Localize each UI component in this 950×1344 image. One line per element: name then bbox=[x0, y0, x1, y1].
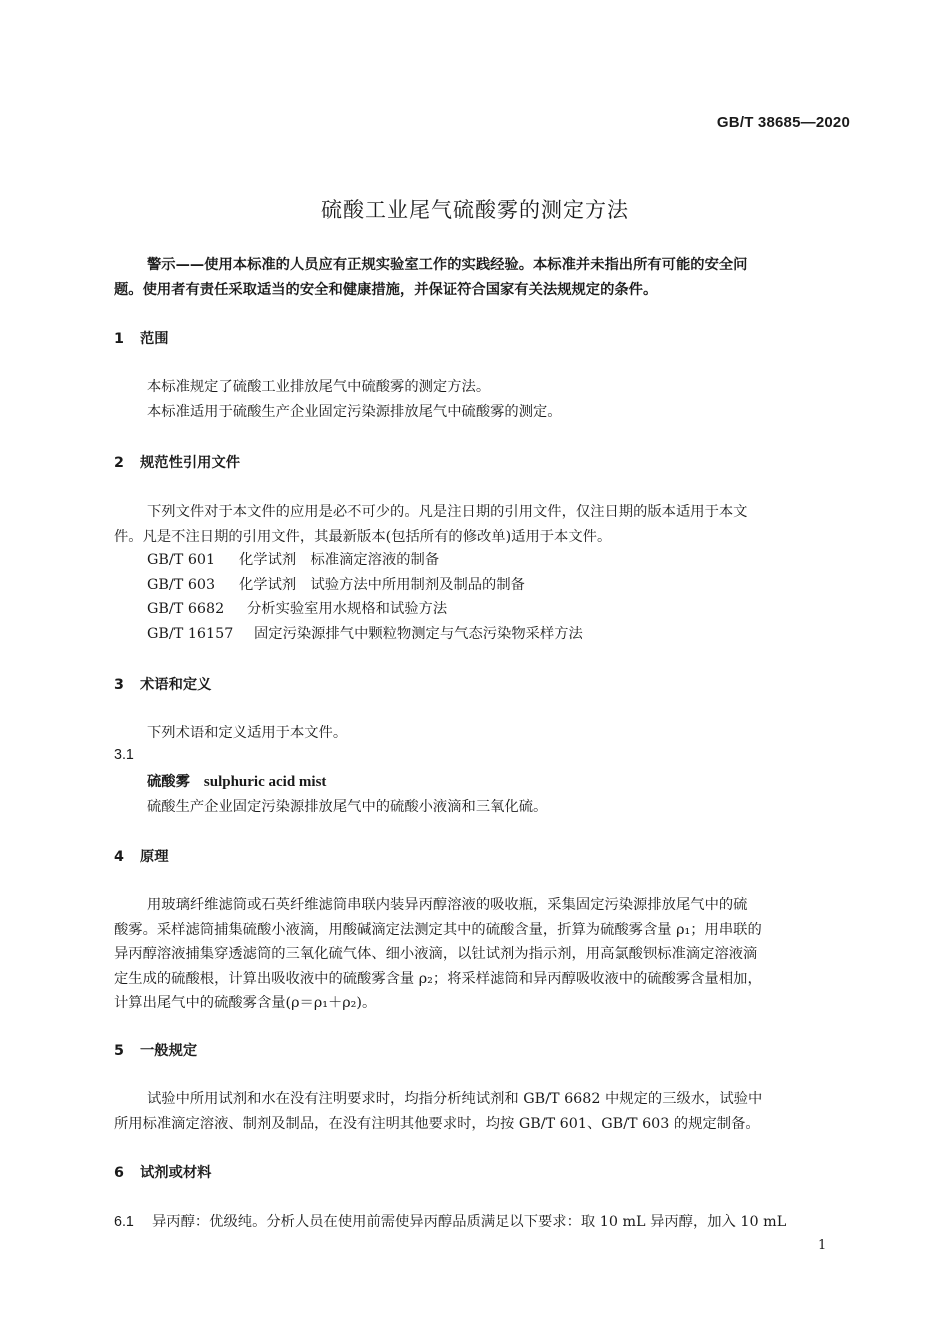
section-heading-terms bbox=[114, 674, 211, 694]
section-number: 6 bbox=[114, 1165, 124, 1181]
reference-title: 分析实验室用水规格和试验方法 bbox=[247, 601, 448, 617]
reference-item bbox=[147, 623, 583, 643]
page-number: 1 bbox=[818, 1238, 827, 1253]
section-title: 范围 bbox=[140, 331, 169, 347]
reference-item bbox=[147, 574, 525, 594]
section-number: 5 bbox=[114, 1043, 124, 1059]
term-english: sulphuric acid mist bbox=[203, 774, 327, 790]
principle-line: 酸雾。采样滤筒捕集硫酸小液滴，用酸碱滴定法测定其中的硫酸含量，折算为硫酸雾含量 ρ₁；用串联的 bbox=[114, 921, 762, 938]
section-heading-general bbox=[114, 1040, 197, 1060]
warning-paragraph bbox=[114, 253, 850, 303]
section-number: 1 bbox=[114, 331, 124, 347]
reference-title: 化学试剂 标准滴定溶液的制备 bbox=[239, 552, 440, 568]
warning-line: 警示——使用本标准的人员应有正规实验室工作的实践经验。本标准并未指出所有可能的安全问 bbox=[147, 257, 748, 273]
section-heading-scope bbox=[114, 328, 169, 348]
references-intro-line: 件。凡是不注日期的引用文件，其最新版本(包括所有的修改单)适用于本文件。 bbox=[114, 528, 612, 545]
warning-line: 题。使用者有责任采取适当的安全和健康措施，并保证符合国家有关法规规定的条件。 bbox=[114, 282, 658, 298]
term-chinese: 硫酸雾 bbox=[147, 774, 190, 790]
term-definition: 硫酸生产企业固定污染源排放尾气中的硫酸小液滴和三氧化硫。 bbox=[147, 799, 548, 815]
reference-code: GB/T 601 bbox=[147, 552, 216, 568]
general-line: 所用标准滴定溶液、制剂及制品，在没有注明其他要求时，均按 GB/T 601、GB/T 603 的规定制备。 bbox=[114, 1115, 760, 1132]
section-heading-normative-references bbox=[114, 452, 240, 472]
references-intro bbox=[114, 500, 850, 549]
scope-paragraph: 本标准适用于硫酸生产企业固定污染源排放尾气中硫酸雾的测定。 bbox=[147, 404, 562, 420]
section-title: 一般规定 bbox=[140, 1043, 198, 1059]
terms-intro: 下列术语和定义适用于本文件。 bbox=[147, 725, 348, 741]
reference-title: 固定污染源排气中颗粒物测定与气态污染物采样方法 bbox=[254, 626, 583, 642]
reference-code: GB/T 603 bbox=[147, 577, 216, 593]
references-intro-line: 下列文件对于本文件的应用是必不可少的。凡是注日期的引用文件，仅注日期的版本适用于本文 bbox=[147, 504, 748, 520]
general-line: 试验中所用试剂和水在没有注明要求时，均指分析纯试剂和 GB/T 6682 中规定的三级水，试验中 bbox=[147, 1091, 763, 1107]
reference-code: GB/T 6682 bbox=[147, 601, 225, 617]
clause-6-1 bbox=[114, 1211, 786, 1231]
section-number: 2 bbox=[114, 455, 124, 471]
standard-number: GB/T 38685—2020 bbox=[716, 114, 850, 131]
clause-number: 3.1 bbox=[114, 747, 134, 763]
term-entry bbox=[147, 771, 326, 791]
scope-paragraph: 本标准规定了硫酸工业排放尾气中硫酸雾的测定方法。 bbox=[147, 379, 491, 395]
section-heading-reagents bbox=[114, 1162, 211, 1182]
section-title: 规范性引用文件 bbox=[140, 455, 241, 471]
reference-title: 化学试剂 试验方法中所用制剂及制品的制备 bbox=[239, 577, 525, 593]
reference-item bbox=[147, 549, 439, 569]
reference-item bbox=[147, 598, 447, 618]
general-paragraph bbox=[114, 1087, 850, 1136]
section-heading-principle bbox=[114, 846, 169, 866]
clause-number: 6.1 bbox=[114, 1214, 134, 1230]
principle-line: 计算出尾气中的硫酸雾含量(ρ＝ρ₁＋ρ₂)。 bbox=[114, 995, 377, 1011]
principle-line: 用玻璃纤维滤筒或石英纤维滤筒串联内装异丙醇溶液的吸收瓶，采集固定污染源排放尾气中的硫 bbox=[147, 897, 748, 913]
clause-text: 异丙醇：优级纯。分析人员在使用前需使异丙醇品质满足以下要求：取 10 mL 异丙醇，加入 10 mL bbox=[152, 1214, 787, 1230]
reference-code: GB/T 16157 bbox=[147, 626, 234, 642]
principle-line: 异丙醇溶液捕集穿透滤筒的三氧化硫气体、细小液滴，以钍试剂为指示剂，用高氯酸钡标准滴定溶液滴 bbox=[114, 946, 758, 962]
section-title: 术语和定义 bbox=[140, 677, 212, 693]
principle-paragraph bbox=[114, 893, 850, 1016]
section-number: 3 bbox=[114, 677, 124, 693]
section-title: 试剂或材料 bbox=[140, 1165, 212, 1181]
section-title: 原理 bbox=[140, 849, 169, 865]
section-number: 4 bbox=[114, 849, 124, 865]
principle-line: 定生成的硫酸根，计算出吸收液中的硫酸雾含量 ρ₂；将采样滤筒和异丙醇吸收液中的硫酸雾含量相加， bbox=[114, 970, 762, 987]
document-title: 硫酸工业尾气硫酸雾的测定方法 bbox=[321, 198, 629, 222]
